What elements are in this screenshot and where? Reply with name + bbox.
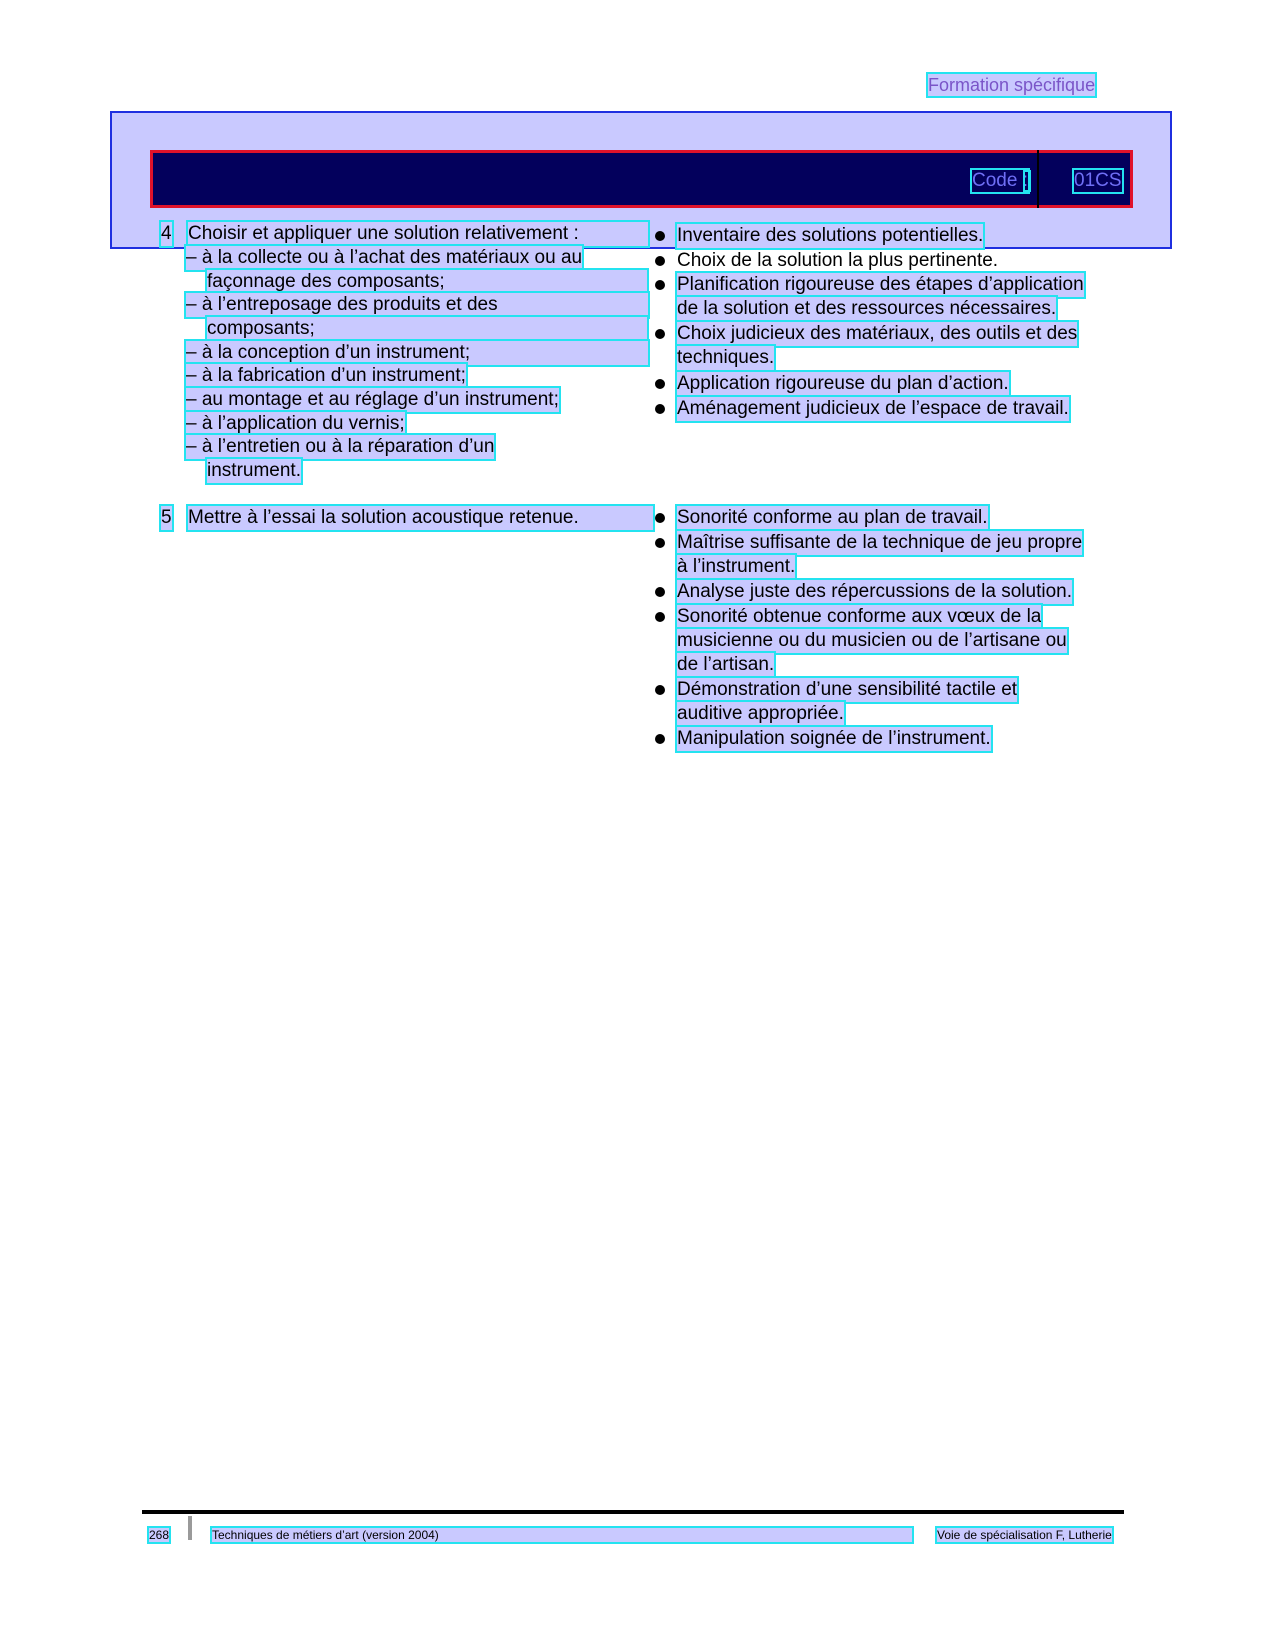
- bullet: [655, 404, 665, 414]
- criterion-4-4a: Choix judicieux des matériaux, des outils et des: [677, 323, 1078, 344]
- footer-rule: [142, 1510, 1124, 1514]
- criterion-5-2b: à l’instrument.: [677, 556, 796, 577]
- criterion-5-4c: de l’artisan.: [677, 654, 775, 675]
- code-bar-divider: [1037, 150, 1039, 208]
- criterion-4-5: Application rigoureuse du plan d’action.: [677, 373, 1009, 394]
- section-header: Formation spécifique: [928, 75, 1096, 95]
- criterion-5-5a: Démonstration d’une sensibilité tactile et: [677, 679, 1018, 700]
- sub-line-1: – à la collecte ou à l’achat des matériaux ou au: [186, 247, 583, 268]
- criterion-5-2a: Maîtrise suffisante de la technique de jeu propre: [677, 532, 1083, 553]
- bullet: [655, 231, 665, 241]
- footer-document-title: Techniques de métiers d’art (version 2004): [212, 1528, 912, 1542]
- item-text-4: Choisir et appliquer une solution relativement :: [188, 222, 648, 246]
- bullet: [655, 612, 665, 622]
- bullet: [655, 685, 665, 695]
- bullet: [655, 280, 665, 290]
- criterion-5-4b: musicienne ou du musicien ou de l’artisane ou: [677, 630, 1067, 651]
- footer-divider: [188, 1516, 192, 1540]
- criterion-4-3b: de la solution et des ressources nécessaires.: [677, 298, 1057, 319]
- sub-line-8: – à l’application du vernis;: [186, 413, 405, 434]
- sub-line-7: – au montage et au réglage d’un instrument;: [186, 389, 559, 410]
- item-number-4: 4: [161, 223, 172, 244]
- bullet: [655, 379, 665, 389]
- criterion-5-4a: Sonorité obtenue conforme aux vœux de la: [677, 606, 1042, 627]
- criterion-4-1: Inventaire des solutions potentielles.: [677, 225, 984, 246]
- bullet: [655, 734, 665, 744]
- footer-page-number: 268: [149, 1528, 170, 1542]
- sub-line-5: – à la conception d’un instrument;: [186, 341, 648, 365]
- criterion-5-6: Manipulation soignée de l’instrument.: [677, 728, 991, 749]
- criterion-5-5b: auditive appropriée.: [677, 703, 844, 724]
- bullet: [655, 329, 665, 339]
- criterion-4-3a: Planification rigoureuse des étapes d’application: [677, 274, 1084, 295]
- item-number-5: 5: [161, 507, 172, 528]
- bullet: [655, 513, 665, 523]
- bullet: [655, 538, 665, 548]
- footer-specialization: Voie de spécialisation F, Lutherie: [937, 1528, 1112, 1542]
- sub-line-9: – à l’entretien ou à la réparation d’un: [186, 436, 495, 457]
- sub-line-2: façonnage des composants;: [207, 270, 647, 294]
- sub-line-10: instrument.: [207, 460, 301, 481]
- criterion-5-3: Analyse juste des répercussions de la solution.: [677, 581, 1073, 602]
- criterion-4-2: Choix de la solution la plus pertinente.: [677, 250, 999, 271]
- sub-line-6: – à la fabrication d’un instrument;: [186, 365, 466, 386]
- sub-line-3: – à l’entreposage des produits et des: [186, 293, 648, 317]
- item-text-5: Mettre à l’essai la solution acoustique retenue.: [188, 506, 653, 530]
- bullet: [655, 256, 665, 266]
- code-separator: [1025, 172, 1029, 190]
- code-label: Code :: [972, 170, 1028, 191]
- criterion-5-1: Sonorité conforme au plan de travail.: [677, 507, 988, 528]
- sub-line-4: composants;: [207, 317, 647, 341]
- criterion-4-4b: techniques.: [677, 347, 775, 368]
- bullet: [655, 587, 665, 597]
- code-value: 01CS: [1074, 170, 1122, 191]
- criterion-4-6: Aménagement judicieux de l’espace de travail.: [677, 398, 1069, 419]
